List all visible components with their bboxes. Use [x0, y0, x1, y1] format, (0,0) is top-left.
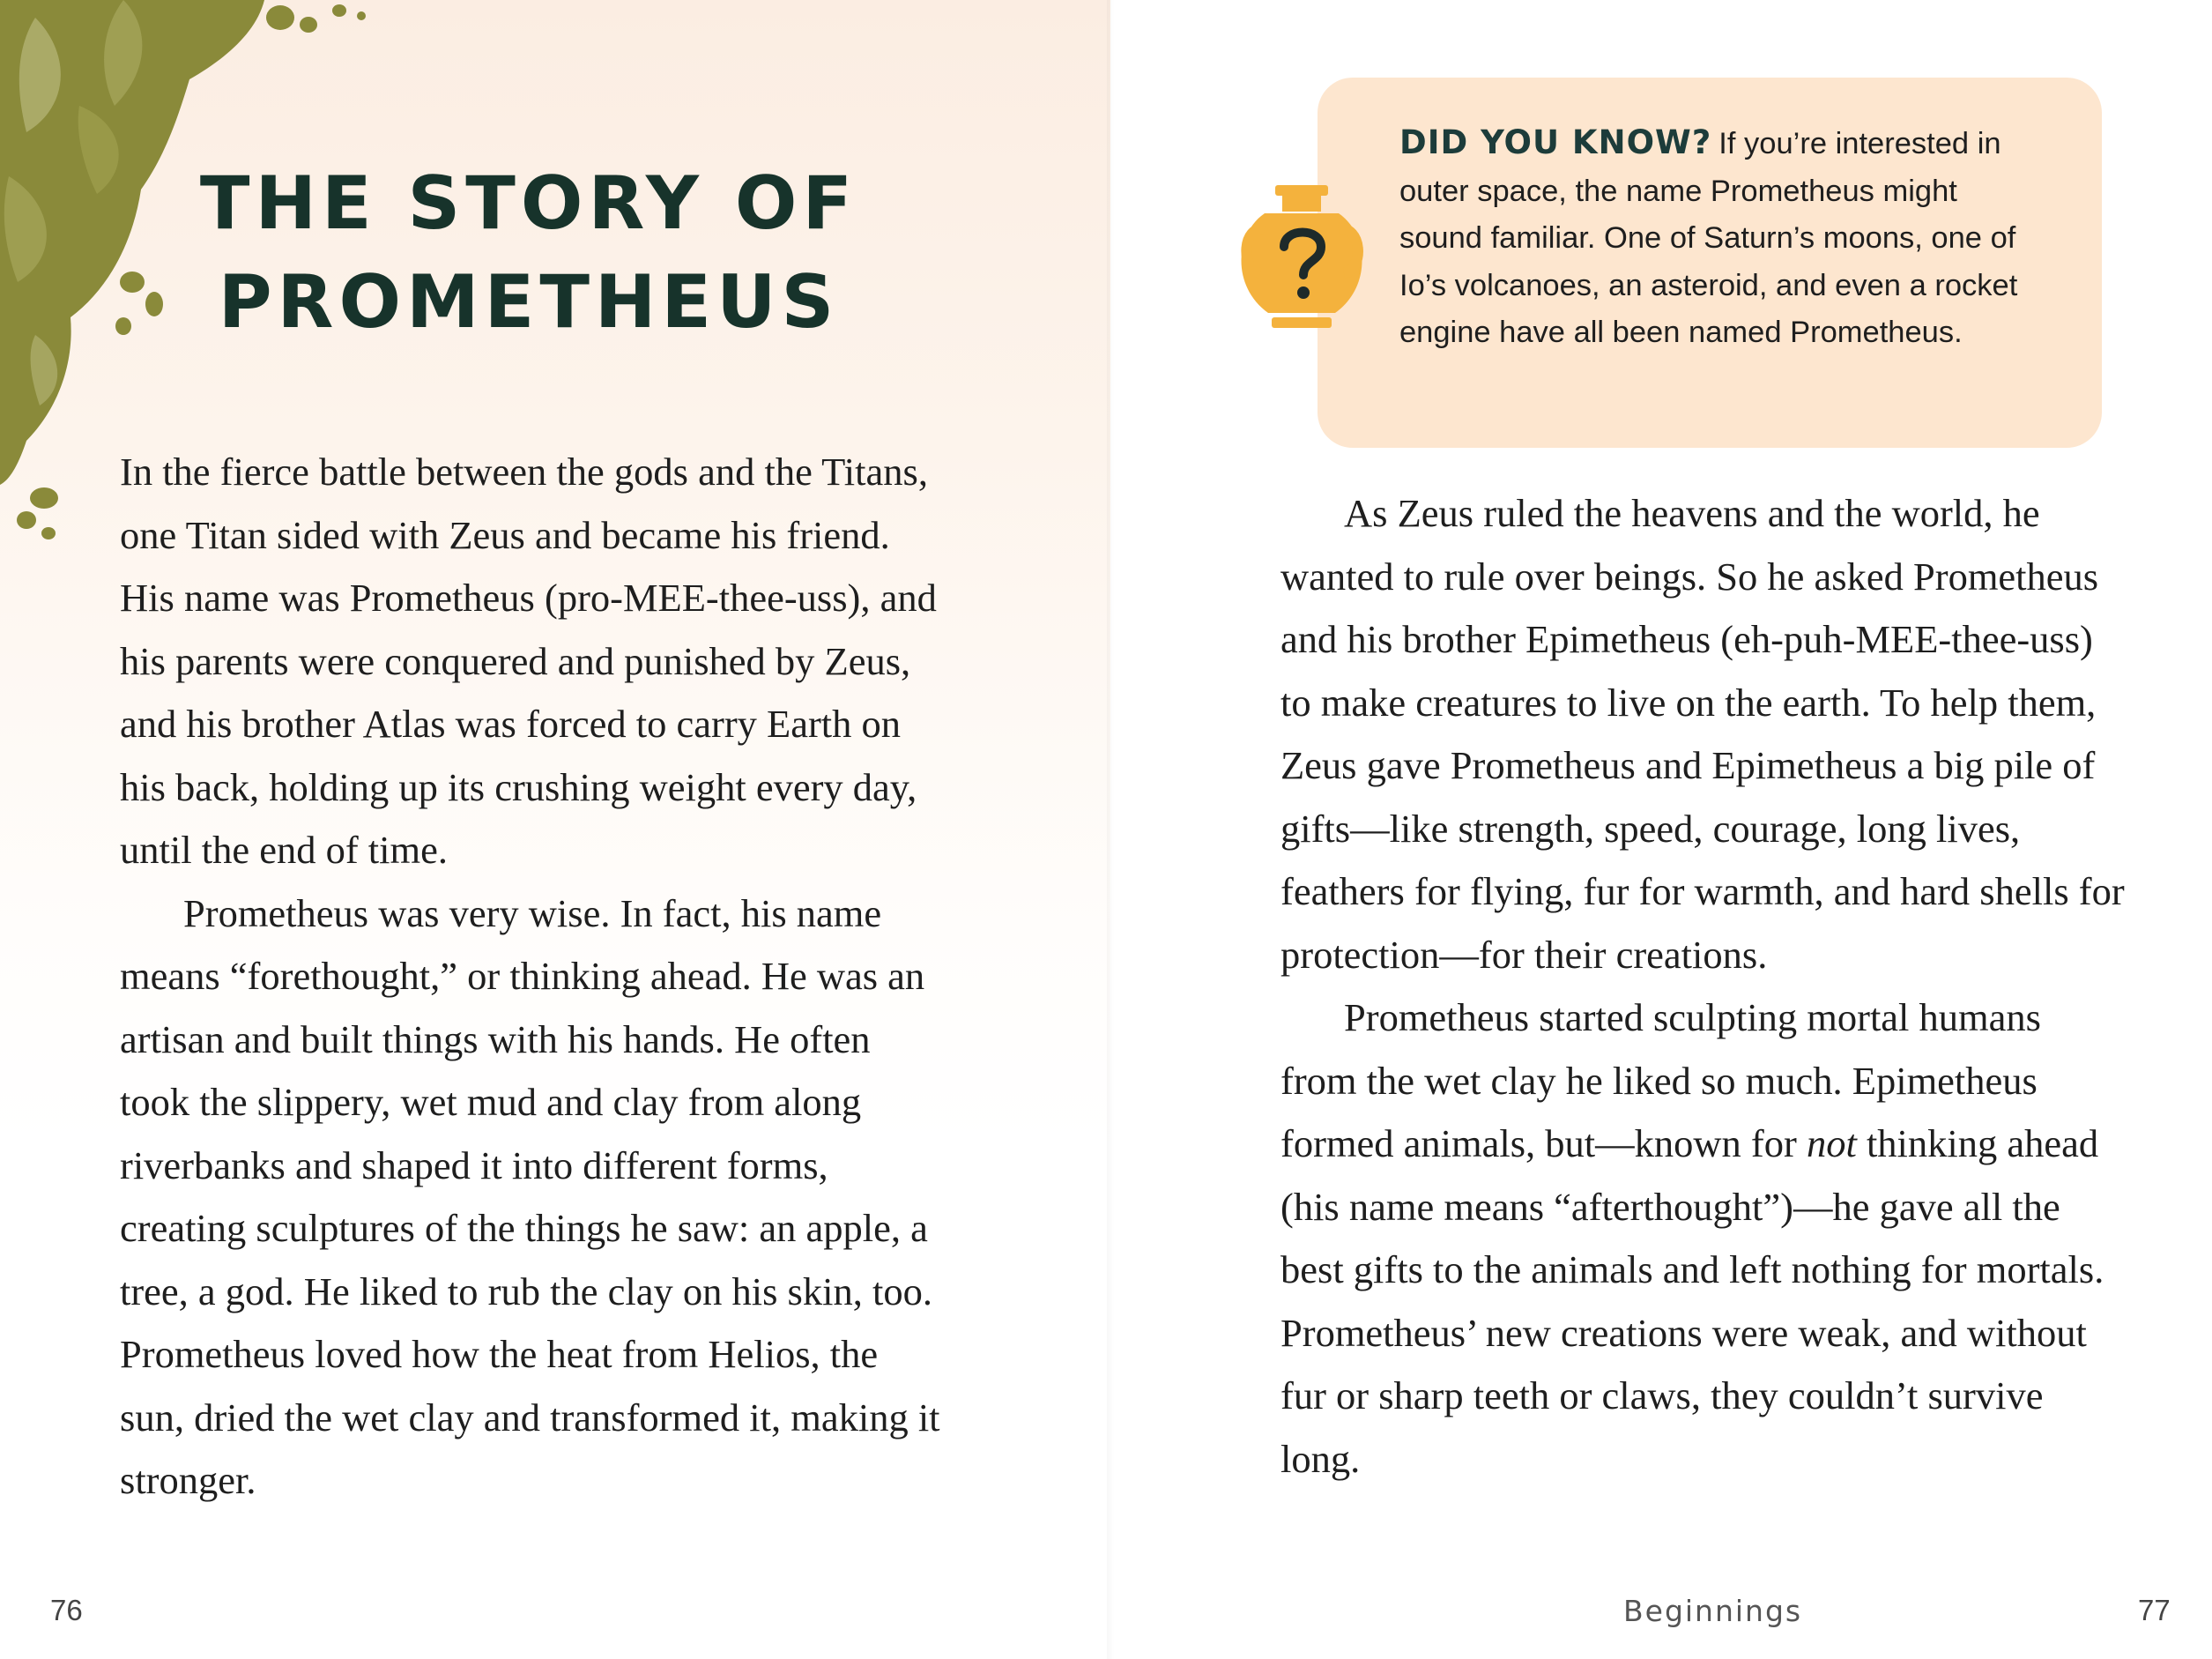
chapter-title-line2: PROMETHEUS	[218, 259, 840, 345]
left-paragraph-2: Prometheus was very wise. In fact, his name means “forethought,” or thinking ahead. He was an artisan and built things with his hands. He often took the slippery, wet mud and clay from along riverbanks and shaped it into different forms, creating sculptures of the things he saw: an apple, a tree, a god. He liked to rub the clay on his skin, too. Prometheus loved how the heat from Helios, the sun, dried the wet clay and transformed it, making it stronger.	[120, 890, 940, 1502]
page-number-left: 76	[50, 1594, 83, 1626]
right-paragraph-2-after: thinking ahead (his name means “afterthought”)—he gave all the best gifts to the animals and left nothing for mortals. Prometheus’ new creations were weak, and without fur or sharp teeth or claws, they couldn’t survive long.	[1280, 1121, 2104, 1481]
callout-body: If you’re interested in outer space, the name Prometheus might sound familiar. One of Saturn’s moons, one of Io’s volcanoes, an asteroid, and even a rocket engine have all been named Prometheus.	[1399, 127, 2018, 349]
right-paragraph-2	[1280, 986, 2127, 1491]
chapter-title-line1: THE STORY OF	[199, 160, 858, 246]
callout-text	[1399, 119, 2034, 357]
left-body-text	[120, 441, 948, 1513]
callout-label: DID YOU KNOW?	[1399, 123, 1712, 161]
page-number-right: 77	[2138, 1594, 2171, 1626]
right-paragraph-2-before: Prometheus started sculpting mortal humans from the wet clay he liked so much. Epimetheus formed animals, but—known for	[1280, 995, 2041, 1165]
running-foot: Beginnings	[1623, 1594, 1803, 1628]
book-gutter	[1107, 0, 1114, 1659]
right-paragraph-1: As Zeus ruled the heavens and the world, he wanted to rule over beings. So he asked Prometheus and his brother Epimetheus (eh-puh-MEE-thee-uss) to make creatures to live on the earth. To help them, Zeus gave Prometheus and Epimetheus a big pile of gifts—like strength, speed, courage, long lives, feathers for flying, fur for warmth, and hard shells for protection—for their creations.	[1280, 491, 2125, 977]
right-body-text	[1280, 482, 2127, 1491]
left-paragraph-1: In the fierce battle between the gods and the Titans, one Titan sided with Zeus and became his friend. His name was Prometheus (pro-MEE-thee-uss), and his parents were conquered and punished by Zeus, and his brother Atlas was forced to carry Earth on his back, holding up its crushing weight every day, until the end of time.	[120, 450, 937, 872]
question-vase-icon	[1238, 185, 1370, 331]
right-paragraph-2-emphasis: not	[1806, 1121, 1857, 1165]
chapter-title	[185, 154, 872, 352]
